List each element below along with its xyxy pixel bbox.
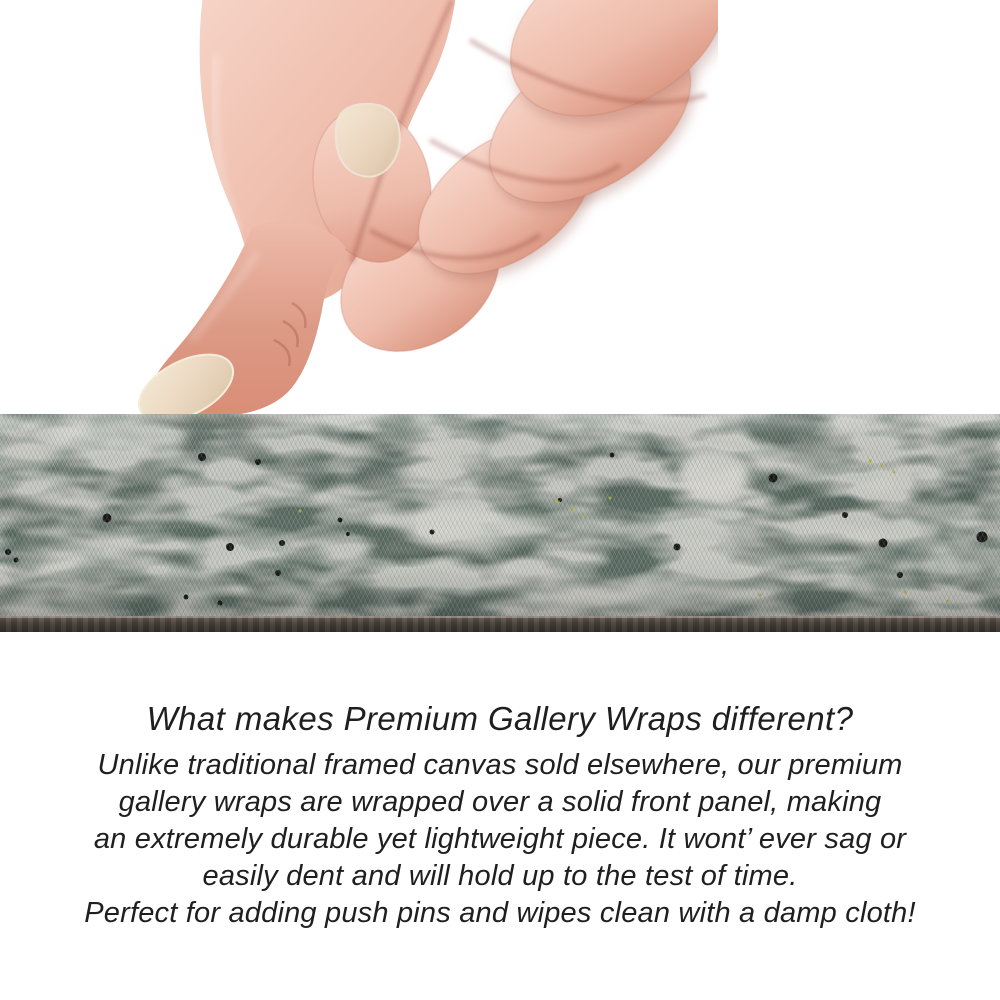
canvas-wrap-edge-photo <box>0 414 1000 632</box>
heading: What makes Premium Gallery Wraps different? <box>146 700 854 737</box>
body-line: Perfect for adding push pins and wipes clean with a damp cloth! <box>84 897 916 929</box>
panel-edge <box>0 616 1000 632</box>
body-line: an extremely durable yet lightweight piece. It wont’ ever sag or <box>93 823 907 855</box>
body-line: easily dent and will hold up to the test of time. <box>202 860 798 892</box>
body-line: gallery wraps are wrapped over a solid front panel, making <box>118 786 882 818</box>
index-fingernail <box>336 104 400 177</box>
hand-photo <box>118 0 718 432</box>
body-line: Unlike traditional framed canvas sold elsewhere, our premium <box>97 749 903 781</box>
marketing-copy <box>0 700 1000 932</box>
canvas-texture <box>0 414 1000 616</box>
thumb <box>128 222 346 432</box>
